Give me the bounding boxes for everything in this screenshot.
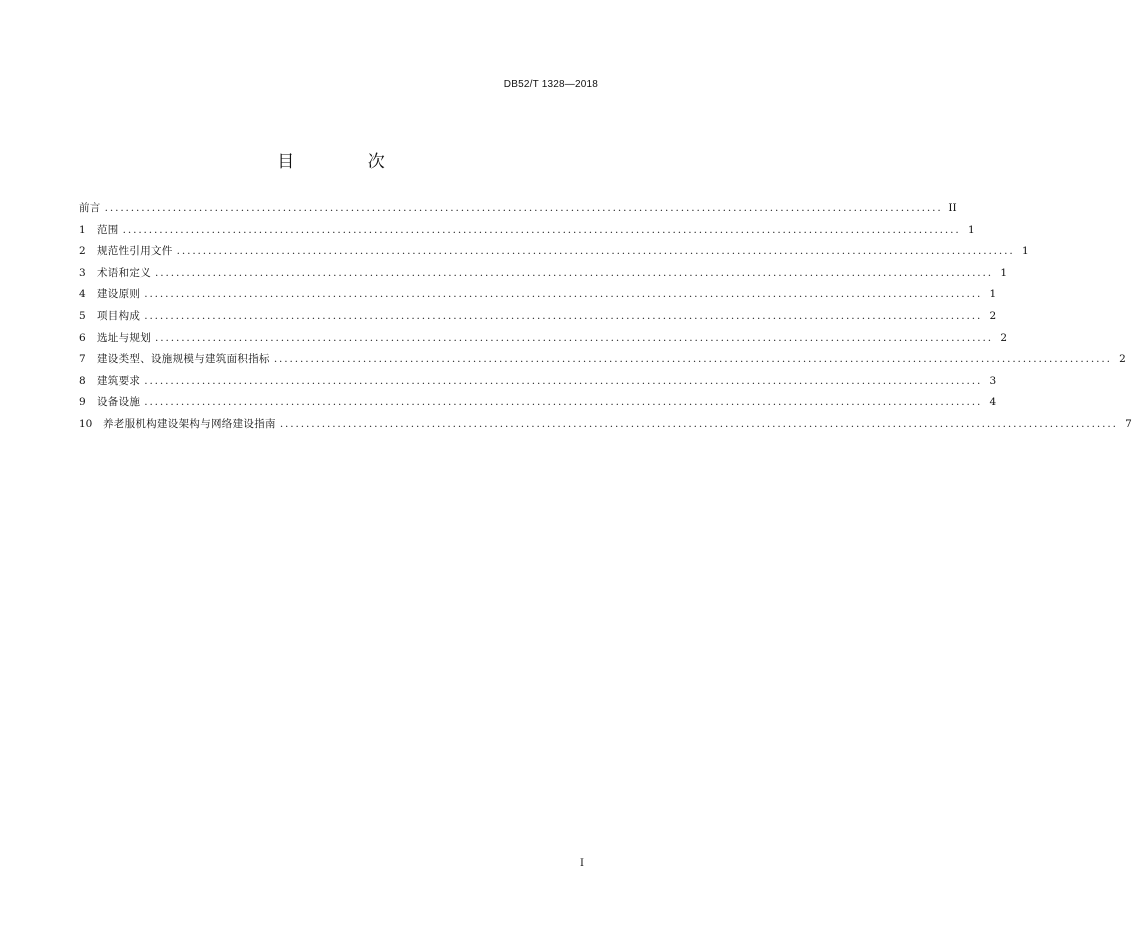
toc-leader-dots: ................................................................................................................................................................ [176,245,1015,258]
page-number: I [580,858,584,869]
toc-leader-dots: ................................................................................................................................................................ [144,309,983,322]
toc-title: 目 次 [277,152,419,172]
table-of-contents [79,200,1132,438]
toc-entry-construction-types[interactable] [79,351,1126,373]
toc-entry-label: 项目构成 [97,309,141,322]
toc-entry-construction-principles[interactable] [79,286,997,308]
toc-entry-page: 3 [989,374,997,387]
toc-entry-label: 建设类型、设施规模与建筑面积指标 [97,353,270,366]
toc-leader-dots: ................................................................................................................................................................ [144,396,983,409]
toc-entry-foreword[interactable] [79,200,957,222]
toc-entry-number: 5 [79,309,86,322]
toc-entry-number: 2 [79,245,86,258]
toc-leader-dots: ................................................................................................................................................................ [144,374,983,387]
toc-leader-dots: ................................................................................................................................................................ [104,202,943,214]
toc-leader-dots: ................................................................................................................................................................ [122,223,961,236]
toc-entry-page: 2 [1119,353,1126,366]
toc-entry-project-composition[interactable] [79,308,997,330]
toc-entry-label: 选址与规划 [97,331,151,344]
toc-entry-number: 3 [79,266,86,279]
toc-entry-normative-references[interactable] [79,243,1029,265]
toc-entry-label: 养老服机构建设架构与网络建设指南 [103,417,276,430]
toc-entry-terms-definitions[interactable] [79,265,1008,287]
toc-entry-page: 1 [1021,245,1029,258]
toc-entry-page: II [948,202,957,214]
toc-entry-site-planning[interactable] [79,330,1008,352]
toc-leader-dots: ................................................................................................................................................................ [279,417,1118,430]
toc-entry-number: 7 [79,353,86,366]
toc-entry-page: 1 [989,288,997,301]
toc-entry-page: 2 [1000,331,1008,344]
toc-entry-equipment-facilities[interactable] [79,394,997,416]
toc-entry-page: 2 [989,309,997,322]
toc-entry-label: 规范性引用文件 [97,245,173,258]
document-code: DB52/T 1328—2018 [503,79,598,90]
toc-entry-number: 1 [79,223,86,236]
toc-entry-number: 9 [79,396,86,409]
toc-leader-dots: ................................................................................................................................................................ [144,288,983,301]
toc-entry-label: 建设原则 [97,288,141,301]
toc-entry-page: 1 [1000,266,1008,279]
toc-entry-label: 范围 [97,223,119,236]
toc-entry-label: 设备设施 [97,396,141,409]
toc-entry-page: 4 [989,396,997,409]
toc-entry-number: 10 [79,417,93,430]
toc-entry-page: 1 [967,223,975,236]
toc-entry-number: 8 [79,374,86,387]
toc-entry-building-requirements[interactable] [79,373,997,395]
toc-entry-network-guide[interactable] [79,416,1132,438]
toc-entry-scope[interactable] [79,222,975,244]
toc-entry-number: 6 [79,331,86,344]
toc-entry-page: 7 [1125,417,1132,430]
toc-entry-label: 建筑要求 [97,374,141,387]
toc-entry-label: 术语和定义 [97,266,151,279]
toc-entry-label: 前言 [79,202,101,214]
toc-leader-dots: ................................................................................................................................................................ [155,331,994,344]
toc-leader-dots: ................................................................................................................................................................ [155,266,994,279]
toc-leader-dots: ................................................................................................................................................................ [273,353,1112,366]
toc-entry-number: 4 [79,288,86,301]
